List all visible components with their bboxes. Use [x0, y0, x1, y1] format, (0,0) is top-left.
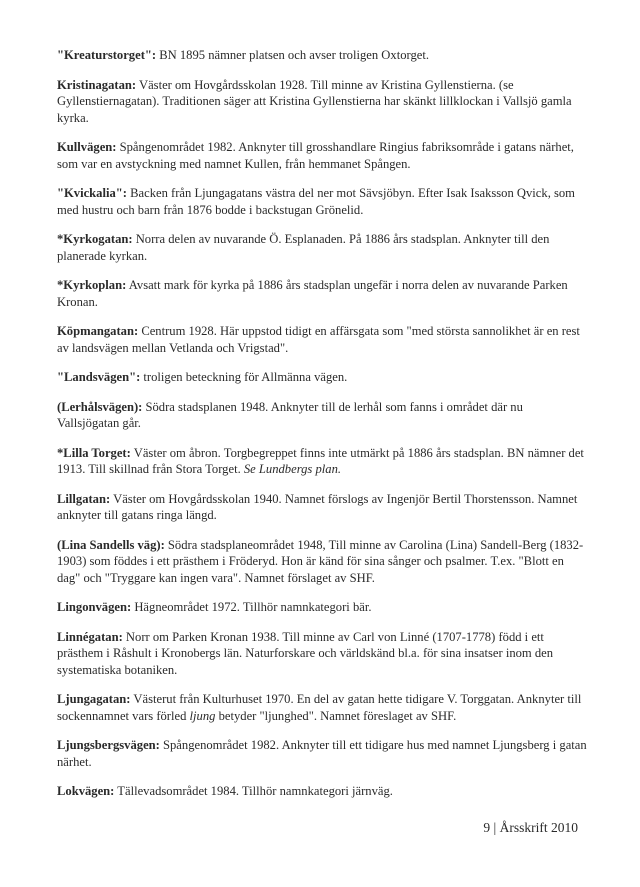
entry-text: Spångenområdet 1982. Anknyter till grosshandlare Ringius fabriksområde i gatans närhet, som var en avstyckning med namnet Kullen, från hemmanet Spången.: [57, 140, 574, 171]
entry-lina-sandells-vag: [57, 537, 587, 587]
entry-text: Södra stadsplanen 1948. Anknyter till de lerhål som fanns i området där nu Vallsjögatan går.: [57, 399, 523, 430]
entry-term: "Landsvägen":: [57, 370, 141, 384]
entry-landsvagen: [57, 369, 587, 386]
entry-text: Hägneområdet 1972. Tillhör namnkategori bär.: [131, 600, 372, 614]
entry-kullvagen: [57, 139, 587, 172]
entry-text: troligen beteckning för Allmänna vägen.: [140, 370, 348, 384]
entry-text: Spångenområdet 1982. Anknyter till ett tidigare hus med namnet Ljungsberg i gatan närhet.: [57, 738, 587, 769]
entry-kreaturstorget: [57, 47, 587, 64]
entry-lokvagen: [57, 783, 587, 800]
entry-kopmangatan: [57, 323, 587, 356]
entry-term: Lokvägen:: [57, 784, 115, 798]
entry-lilla-torget: [57, 445, 587, 478]
entry-linnegatan: [57, 629, 587, 679]
entry-ljungagatan: [57, 691, 587, 724]
entry-term: "Kreaturstorget":: [57, 48, 157, 62]
entry-text: Tällevadsområdet 1984. Tillhör namnkategori järnväg.: [114, 784, 393, 798]
entry-text: Södra stadsplaneområdet 1948, Till minne av Carolina (Lina) Sandell-Berg (1832-1903) som föddes i ett prästhem i Fröderyd. Hon är känd för sina sånger och psalmer. T.ex. "Blott en dag" och "Tryggare kan ingen vara". Namnet förslaget av SHF.: [57, 537, 584, 585]
entry-term: *Kyrkoplan:: [57, 278, 127, 292]
entry-text: Backen från Ljungagatans västra del ner mot Sävsjöbyn. Efter Isak Isaksson Qvick, som med hustru och barn från 1876 bodde i backstugan Grönelid.: [57, 186, 575, 217]
entry-term: Ljungsbergsvägen:: [57, 738, 160, 752]
entry-term: Lingonvägen:: [57, 600, 132, 614]
entry-lerhalsvagen: [57, 399, 587, 432]
entry-term: Köpmangatan:: [57, 324, 139, 338]
entry-text: Väster om Hovgårdsskolan 1940. Namnet förslogs av Ingenjör Bertil Thorstensson. Namnet anknyter till gatans ringa längd.: [57, 491, 578, 522]
entry-kristinagatan: [57, 77, 587, 127]
entry-lingonvagen: [57, 599, 587, 616]
entry-text: Västerut från Kulturhuset 1970. En del av gatan hette tidigare V. Torggatan. Anknyter till sockennamnet vars förled: [57, 692, 582, 723]
entry-term: Kullvägen:: [57, 140, 117, 154]
entry-kyrkogatan: [57, 231, 587, 264]
entry-text: Centrum 1928. Här uppstod tidigt en affärsgata som "med största sannolikhet är en rest av landsvägen mellan Vetlanda och Vrigstad".: [57, 324, 580, 355]
entry-text: Norra delen av nuvarande Ö. Esplanaden. På 1886 års stadsplan. Anknyter till den planerade kyrkan.: [57, 232, 550, 263]
entry-term: Kristinagatan:: [57, 77, 137, 92]
entry-term: *Lilla Torget:: [57, 445, 131, 460]
entry-text-continued: betyder "ljunghed". Namnet föreslaget av SHF.: [215, 708, 457, 723]
entry-term: Ljungagatan:: [57, 692, 131, 706]
entry-kyrkoplan: [57, 277, 587, 310]
entry-text: Väster om åbron. Torgbegreppet finns inte utmärkt på 1886 års stadsplan. BN nämner det 1913. Till skillnad från Stora Torget.: [57, 445, 584, 476]
page-footer: 9 | Årsskrift 2010: [483, 820, 578, 835]
entry-italic-reference: Se Lundbergs plan.: [243, 462, 342, 476]
entry-text: Avsatt mark för kyrka på 1886 års stadsplan ungefär i norra delen av nuvarande Parken Kronan.: [57, 278, 568, 309]
entry-ljungsbergsvagen: [57, 737, 587, 770]
entry-term: Linnégatan:: [57, 629, 123, 644]
entry-text: Norr om Parken Kronan 1938. Till minne av Carl von Linné (1707-1778) född i ett prästhem i Råshult i Kronobergs län. Naturforskare och världskänd bl.a. för sina insatser inom den systematiska botaniken.: [57, 629, 554, 677]
entry-term: "Kvickalia":: [57, 186, 127, 200]
entry-term: (Lina Sandells väg):: [57, 537, 165, 552]
entry-term: *Kyrkogatan:: [57, 232, 133, 246]
entry-text: Väster om Hovgårdsskolan 1928. Till minne av Kristina Gyllenstierna. (se Gyllenstiernagatan). Traditionen säger att Kristina Gyllenstierna har skänkt lillklockan i Vallsjö gamla kyrka.: [57, 77, 572, 125]
entry-term: (Lerhålsvägen):: [57, 399, 143, 414]
entry-text: BN 1895 nämner platsen och avser troligen Oxtorget.: [156, 48, 429, 62]
entry-term: Lillgatan:: [57, 491, 111, 506]
entry-lillgatan: [57, 491, 587, 524]
entry-kvickalia: [57, 185, 587, 218]
entry-italic-word: ljung: [189, 708, 216, 723]
street-name-entries: [57, 47, 587, 813]
